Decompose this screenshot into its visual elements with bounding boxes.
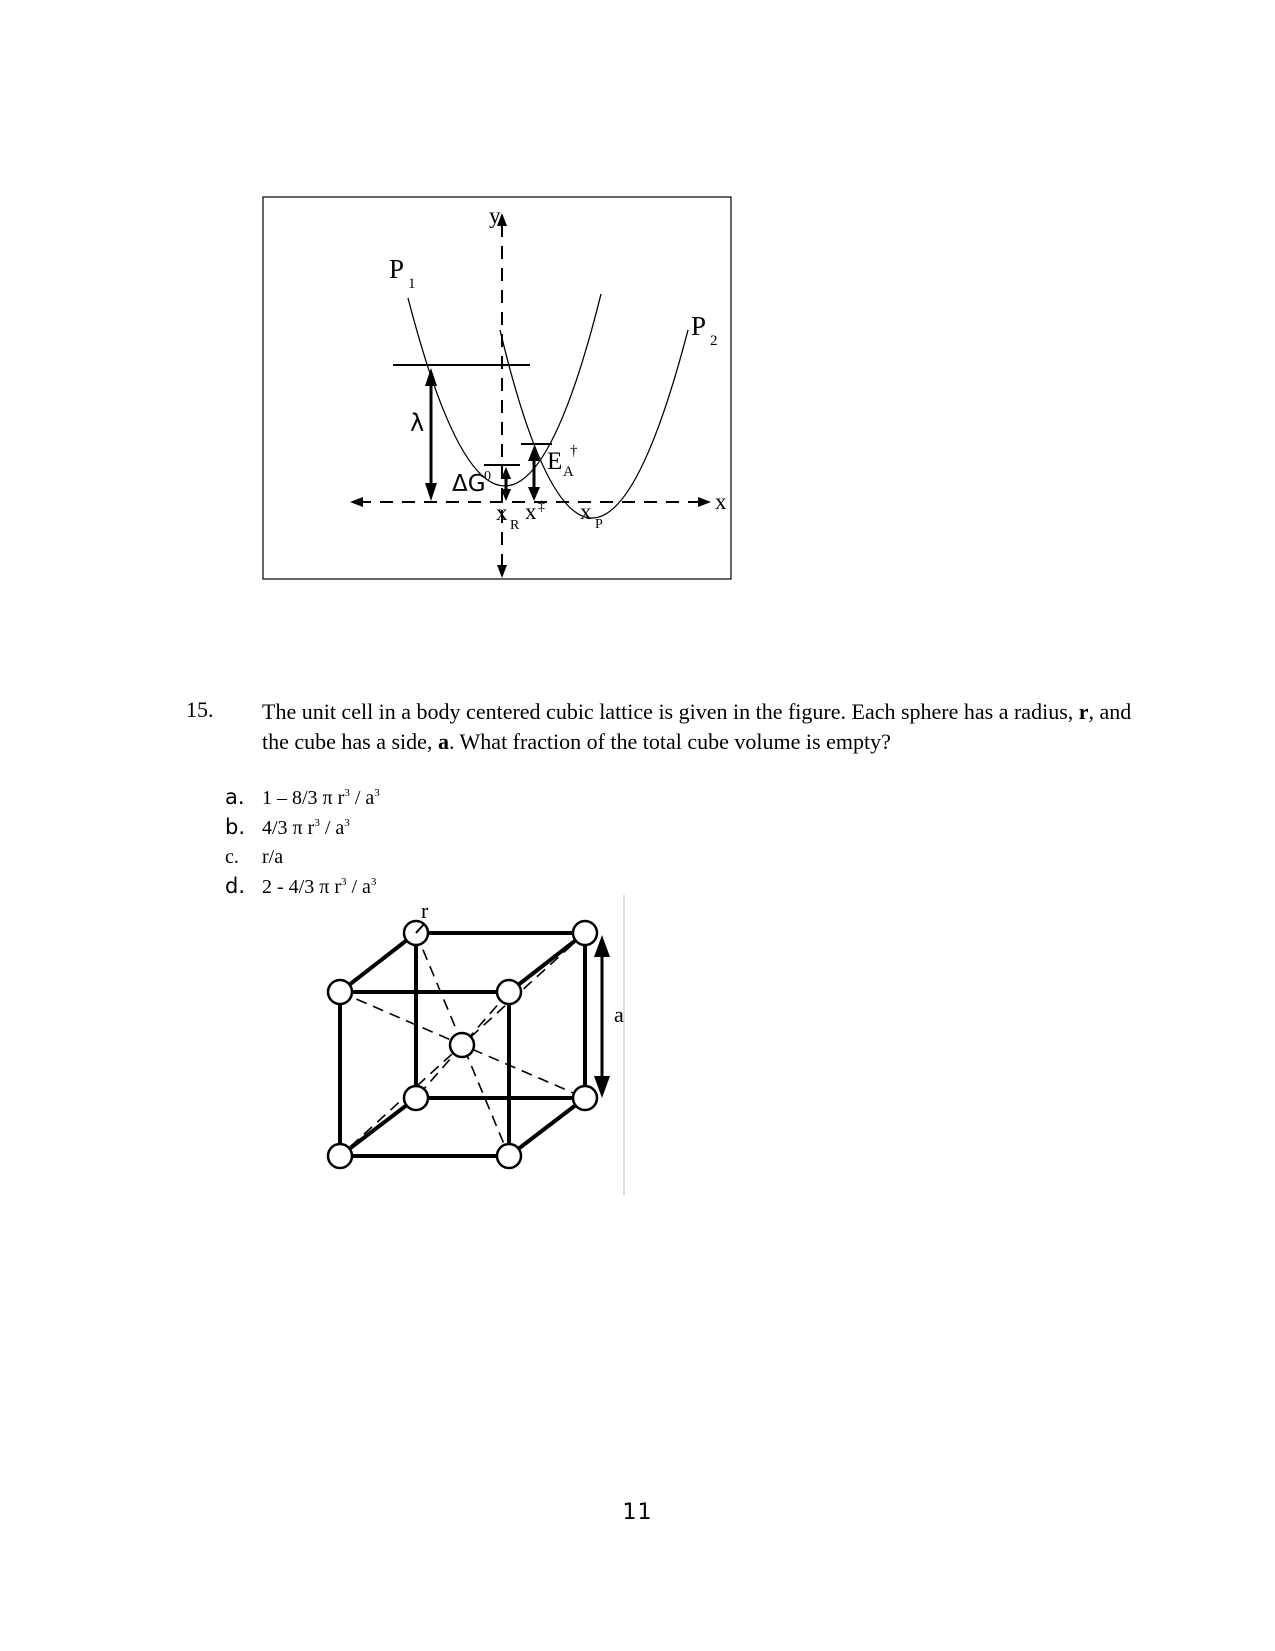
option-text: 2 - 4/3 π $r^3 / a^3$ [262,876,377,898]
sphere [573,921,597,945]
y-axis-label: y [489,203,501,228]
option-label: a. [225,785,245,809]
xp-sub: P [595,517,603,532]
bold-r: r [1078,699,1089,724]
option-text: 4/3 π $r^3 / a^3$ [262,817,350,839]
option-text: 1 – 8/3 π $r^3 / a^3$ [262,787,380,809]
x-axis-arrow-right [698,497,711,507]
curve-p2 [500,330,688,518]
bold-a: a [437,729,449,754]
sphere [573,1086,597,1110]
p2-sub: 2 [710,333,718,349]
marcus-parabola-figure [262,196,732,580]
x-axis-arrow-left [350,497,363,507]
ea-label: E [547,448,563,475]
p1-sub: 1 [408,276,416,292]
option-c[interactable] [225,843,380,872]
xp-label: x [580,499,592,524]
xts-label: x [525,499,537,524]
option-a[interactable] [225,783,380,813]
xts-sup: ‡ [538,499,545,514]
y-axis-arrow-down [497,565,507,578]
ea-sub: A [563,464,574,480]
radius-label: r [421,898,429,923]
sphere [328,980,352,1004]
x-axis-label: x [715,489,727,514]
lambda-label: λ [410,409,425,437]
sphere [497,980,521,1004]
center-sphere [450,1033,474,1057]
xr-label: x [496,500,508,525]
sphere [404,1086,428,1110]
page-number: 11 [622,1500,653,1525]
ea-sup: † [570,443,578,459]
bcc-unit-cell-figure [310,895,640,1215]
dg-label: ΔG [452,471,486,497]
option-label: d. [225,874,246,898]
answer-options [225,783,380,902]
question-number: 15. [186,697,214,722]
option-b[interactable] [225,813,380,843]
sphere [497,1144,521,1168]
question-text: The unit cell in a body centered cubic lattice is given in the figure. Each sphere has a radius, r, and the cube has a side, a. What fraction of the total cube volume is empty? [262,699,1132,754]
dg-sup: 0 [484,469,491,484]
p2-label: P [691,311,707,341]
side-label: a [614,1002,624,1027]
option-label: b. [225,815,246,839]
option-label: c. [225,846,239,868]
option-text: r/a [262,846,284,868]
p1-label: P [389,254,405,284]
xr-sub: R [510,518,520,533]
sphere [328,1144,352,1168]
